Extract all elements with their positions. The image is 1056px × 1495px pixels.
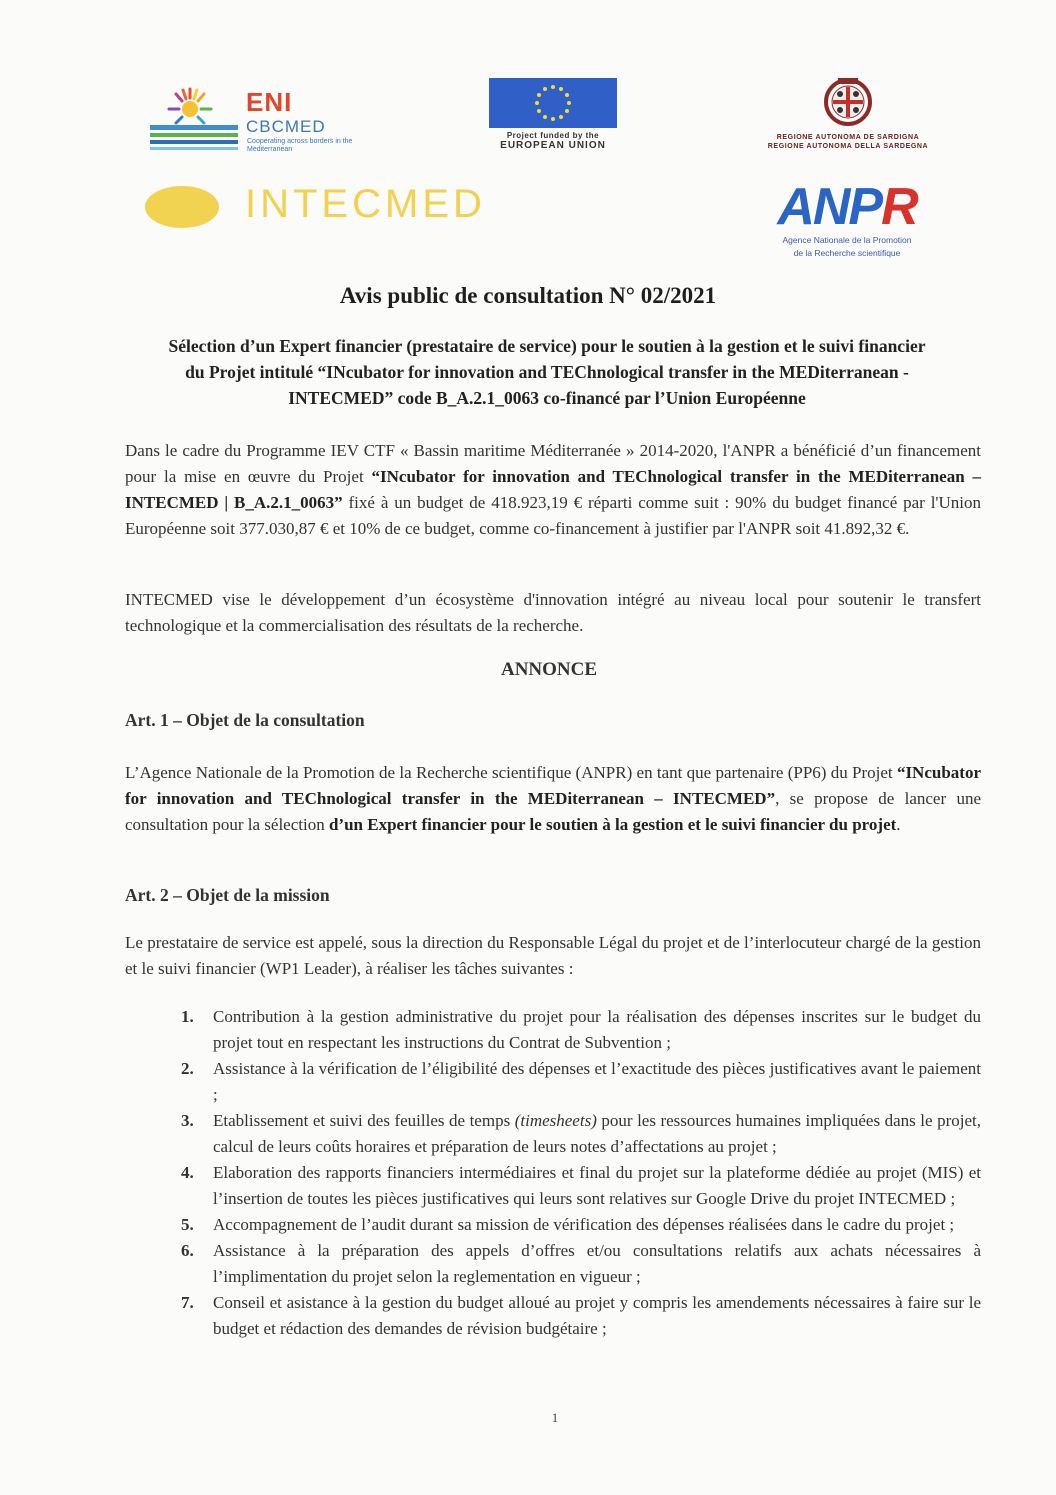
- task-text: Accompagnement de l’audit durant sa mission de vérification des dépenses réalisées dans le cadre du projet ;: [213, 1215, 955, 1234]
- cbcmed-label: CBCMED: [246, 117, 326, 136]
- intecmed-logo: [145, 182, 545, 234]
- intro-text-c: fixé à un budget de 418.923,19 € réparti comme suit : 90% du budget financé par l'Union Européenne soit 377.030,87 € et 10% de ce budget, comme co-financement à justifier par l'ANPR soit 41.892,32 €.: [125, 493, 981, 538]
- anpr-wordmark-a: ANP: [777, 178, 882, 236]
- page-number: 1: [551, 1410, 559, 1425]
- intecmed-wordmark: INTECMED: [245, 182, 486, 226]
- intro-project-name: “INcubator for innovation and TEChnological transfer in the MEDiterranean – INTECMED | B_A.2.1_0063”: [125, 467, 981, 512]
- task-text: Assistance à la vérification de l’éligibilité des dépenses et l’exactitude des pièces justificatives avant le paiement ;: [213, 1059, 981, 1104]
- art1-text-a: L’Agence Nationale de la Promotion de la Recherche scientifique (ANPR) en tant que partenaire (PP6) du Projet: [125, 763, 897, 782]
- list-item: [175, 1160, 981, 1212]
- subtitle-line-3: INTECMED” code B_A.2.1_0063 co-financé par l’Union Européenne: [288, 388, 806, 408]
- art2-intro: Le prestataire de service est appelé, sous la direction du Responsable Légal du projet et de l’interlocuteur chargé de la gestion et le suivi financier (WP1 Leader), à réaliser les tâches suivantes :: [125, 933, 981, 978]
- list-item: [175, 1238, 981, 1290]
- sardinia-logo: [735, 76, 961, 156]
- task-text: Contribution à la gestion administrative du projet pour la réalisation des dépenses inscrites sur le budget du projet tout en respectant les instructions du Contrat de Subvention ;: [213, 1007, 981, 1052]
- subtitle-line-2: du Projet intitulé “INcubator for innovation and TEChnological transfer in the MEDiterranean -: [185, 362, 909, 382]
- intecmed-emblem-icon: [145, 186, 219, 228]
- intro-paragraph: [125, 438, 981, 542]
- intecmed-paragraph: INTECMED vise le développement d’un écosystème d'innovation intégré au niveau local pour soutenir le transfert technologique et la commercialisation des résultats de la recherche.: [125, 590, 981, 635]
- eni-cbcmed-logo: [150, 85, 400, 155]
- task-text-em: (timesheets): [514, 1111, 597, 1130]
- art2-heading: Art. 2 – Objet de la mission: [125, 885, 330, 905]
- task-text: Conseil et asistance à la gestion du budget alloué au projet y compris les amendements nécessaires à faire sur le budget et rédaction des demandes de révision budgétaire ;: [213, 1293, 981, 1338]
- anpr-wordmark: [752, 178, 942, 236]
- anpr-caption-2: de la Recherche scientifique: [793, 248, 901, 258]
- subtitle-line-1: Sélection d’un Expert financier (prestataire de service) pour le soutien à la gestion et le suivi financier: [168, 336, 926, 356]
- eu-caption-1: Project funded by the: [506, 131, 600, 140]
- art1-heading: Art. 1 – Objet de la consultation: [125, 710, 365, 730]
- task-list: [175, 1004, 981, 1342]
- task-text-post: pour les ressources humaines impliquées dans le projet, calcul de leurs coûts horaires et préparation de leurs notes d’affectations au projet ;: [213, 1111, 981, 1156]
- annonce-heading: ANNONCE: [500, 659, 598, 680]
- task-number: 1.: [181, 1007, 194, 1026]
- sardinia-crest-icon: [818, 76, 878, 128]
- art1-text-e: .: [896, 815, 901, 834]
- anpr-logo: [752, 178, 942, 260]
- eni-sun-icon: [150, 85, 240, 153]
- anpr-caption-1: Agence Nationale de la Promotion: [782, 235, 912, 245]
- eni-tagline: Cooperating across borders in the Mediterranean: [247, 138, 353, 153]
- document-title: Avis public de consultation N° 02/2021: [339, 283, 717, 308]
- art1-expert: d’un Expert financier pour le soutien à la gestion et le suivi financier du projet: [328, 815, 897, 834]
- eu-logo: [487, 78, 619, 154]
- intro-text-a: Dans le cadre du Programme IEV CTF « Bassin maritime Méditerranée » 2014-2020, l'ANPR a bénéficié d’un financement pour la mise en œuvre du Projet: [125, 441, 981, 486]
- list-item: [175, 1056, 981, 1108]
- task-number: 4.: [181, 1163, 194, 1182]
- task-text-pre: Etablissement et suivi des feuilles de temps: [213, 1111, 515, 1130]
- task-text: Elaboration des rapports financiers intermédiaires et final du projet sur la plateforme dédiée au projet (MIS) et l’insertion de toutes les pièces justificatives qui leurs sont relatives sur Google Drive du projet INTECMED ;: [213, 1163, 981, 1208]
- anpr-wordmark-r: R: [881, 178, 917, 236]
- task-number: 2.: [181, 1059, 194, 1078]
- eu-caption-2: EUROPEAN UNION: [500, 140, 606, 151]
- art1-text-c: , se propose de lancer une consultation pour la sélection: [125, 789, 981, 834]
- task-text: Assistance à la préparation des appels d’offres et/ou consultations relatifs aux achats nécessaires à l’implimentation du projet selon la reglementation en vigueur ;: [213, 1241, 981, 1286]
- task-number: 3.: [181, 1111, 194, 1130]
- sardinia-caption-2: REGIONE AUTONOMA DELLA SARDEGNA: [767, 143, 929, 150]
- eni-label: ENI: [246, 87, 293, 117]
- document-subtitle: [110, 333, 984, 411]
- list-item: [175, 1212, 981, 1238]
- task-number: 7.: [181, 1293, 194, 1312]
- task-number: 6.: [181, 1241, 194, 1260]
- list-item: [175, 1108, 981, 1160]
- eu-flag-icon: [489, 78, 617, 128]
- art1-paragraph: [125, 760, 981, 838]
- sardinia-caption-1: REGIONE AUTONOMA DE SARDIGNA: [776, 134, 920, 141]
- list-item: [175, 1004, 981, 1056]
- task-number: 5.: [181, 1215, 194, 1234]
- list-item: [175, 1290, 981, 1342]
- art1-project-name: “INcubator for innovation and TEChnological transfer in the MEDiterranean – INTECMED”: [125, 763, 981, 808]
